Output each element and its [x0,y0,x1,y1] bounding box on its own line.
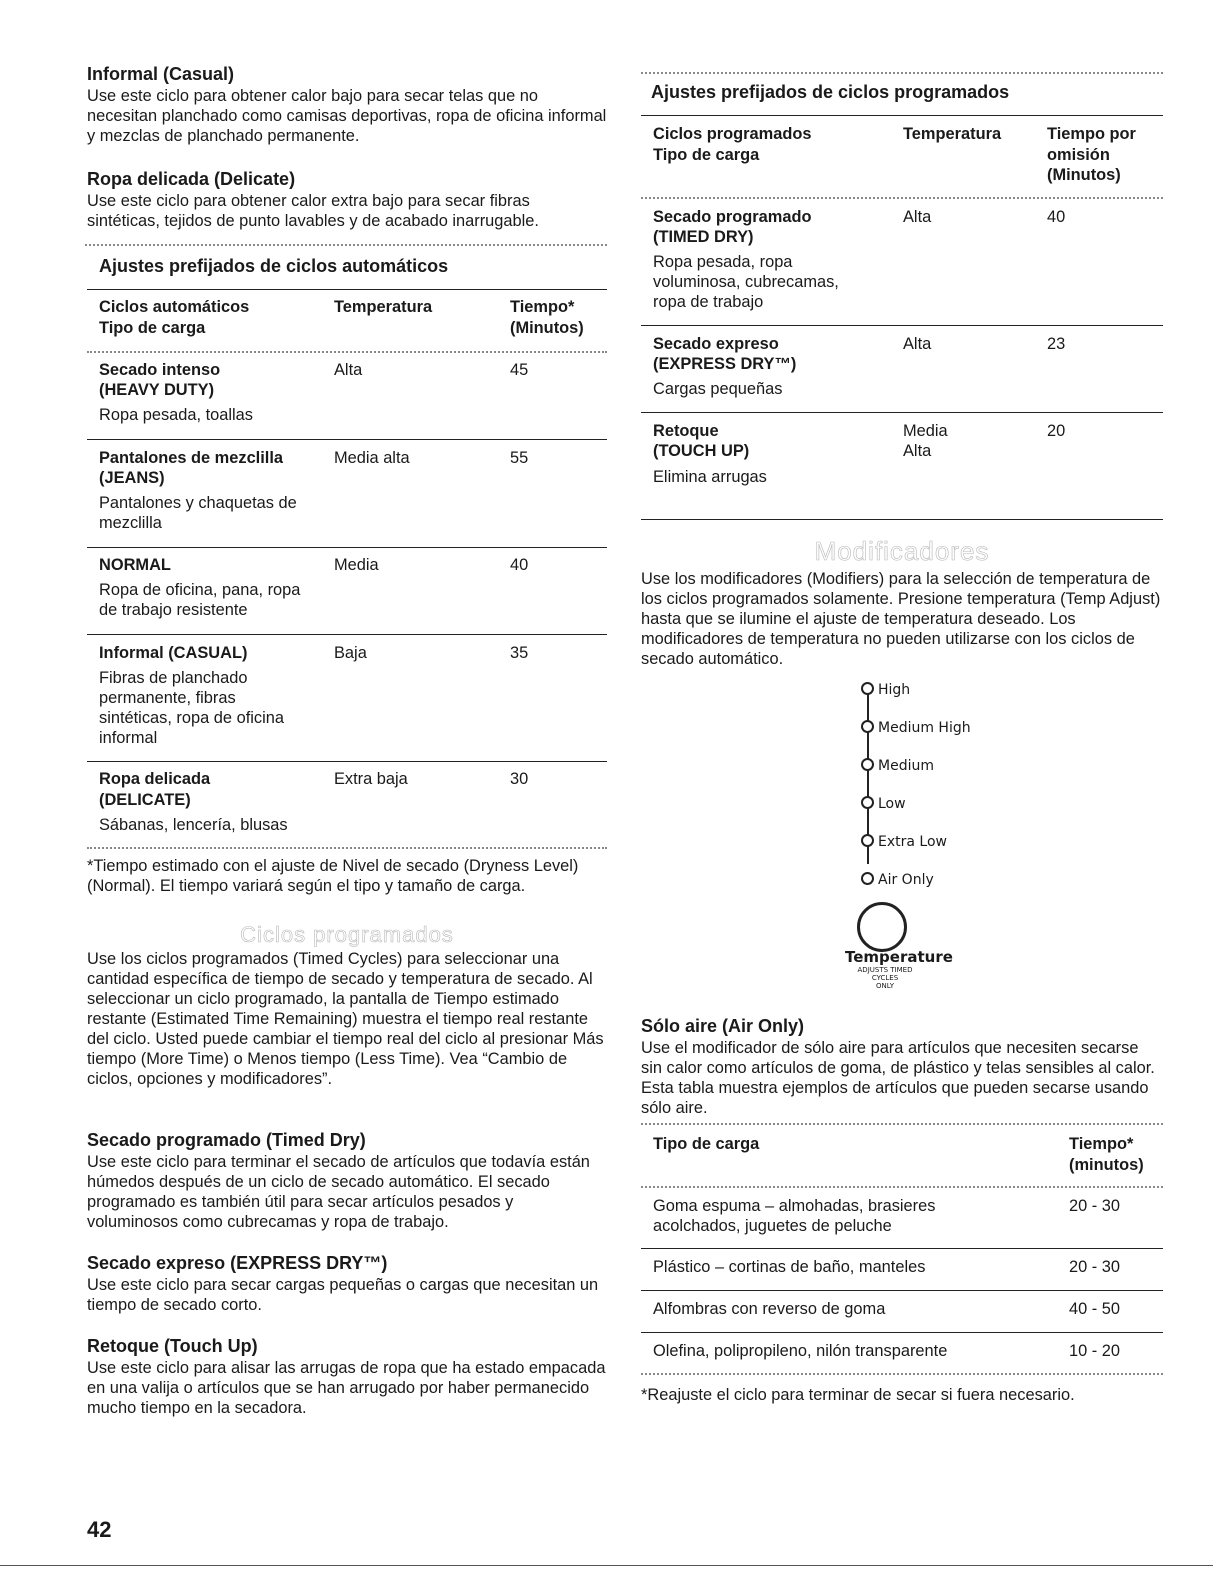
cycle-code: (JEANS) [99,469,165,487]
header-temp: Temperatura [334,298,433,316]
table-top-rule [641,72,1163,74]
level-extra-low: Extra Low [861,834,947,850]
time: 23 [1047,335,1066,353]
rule [641,325,1163,326]
temperature: Media [903,422,948,440]
delicate-body: Use este ciclo para obtener calor extra bajo para secar fibras sintéticas, tejidos de punto lavables y de acabado inarrugable. [87,192,539,230]
temperature: Media [334,556,379,574]
load-type: Ropa de oficina, pana, ropa de trabajo resistente [99,581,301,619]
rule [87,439,607,440]
timed-dry-heading: Secado programado (Timed Dry) [87,1130,366,1150]
table-top-rule [85,244,607,246]
load-type: Alfombras con reverso de goma [653,1300,886,1318]
load-type: Cargas pequeñas [653,380,783,398]
rule [87,351,607,353]
time: 20 - 30 [1069,1258,1121,1276]
air-only-heading: Sólo aire (Air Only) [641,1016,805,1036]
cycle-code: (TIMED DRY) [653,228,754,246]
indicator-icon [861,872,874,885]
modifiers-body: Use los modificadores (Modifiers) para la selección de temperatura de los ciclos programados solamente. Presione temperatura (Temp Adjust) hasta que se ilumine el ajuste de temperatura deseado. Los modificadores de temperatura no pueden utilizarse con los ciclos de secado automático. [641,570,1161,668]
dial-sublabel: ADJUSTS TIMED CYCLES ONLY [857,966,913,990]
indicator-icon [861,758,874,771]
time: 20 [1047,422,1066,440]
indicator-icon [861,796,874,809]
timed-dry-body: Use este ciclo para terminar el secado de artículos que todavía están húmedos después de un ciclo de secado automático. El secado programado es también útil para secar artículos pesados y voluminosos como cubrecamas y ropa de trabajo. [87,1153,590,1231]
load-type: Plástico – cortinas de baño, manteles [653,1258,926,1276]
header-time-2: omisión [1047,146,1110,164]
temperature: Alta [903,208,932,226]
cycle-name: Secado programado [653,208,812,226]
cycle-name: NORMAL [99,556,171,574]
header-time-unit: (Minutos) [510,319,584,337]
header-time-unit: (minutos) [1069,1156,1144,1174]
touchup-body: Use este ciclo para alisar las arrugas de ropa que ha estado empacada en una valija o artículos que se han arrugado por haber permanecido mucho tiempo en la secadora. [87,1359,606,1417]
header-cycle: Ciclos programados [653,125,812,143]
time: 10 - 20 [1069,1342,1121,1360]
cycle-code: (EXPRESS DRY™) [653,355,797,373]
bottom-rule [0,1565,1213,1566]
timed-table-title: Ajustes prefijados de ciclos programados [651,82,1010,102]
time: 55 [510,449,529,467]
cycle-name: Informal (CASUAL) [99,644,248,662]
header-temp: Temperatura [903,125,1002,143]
load-type: Olefina, polipropileno, nilón transparente [653,1342,948,1360]
cycle-name: Retoque [653,422,719,440]
load-type: Pantalones y chaquetas de mezclilla [99,494,297,532]
rule [87,547,607,548]
delicate-heading: Ropa delicada (Delicate) [87,169,296,189]
header-time: Tiempo* [510,298,575,316]
temperature: Alta [334,361,363,379]
timed-cycles-body: Use los ciclos programados (Timed Cycles) para seleccionar una cantidad específica de tiempo de secado y temperatura de secado. Al seleccionar un ciclo programado, la pantalla de Tiempo estimado restante (Estimated Time Remaining) muestra el tiempo real restante del ciclo. Usted puede cambiar el tiempo real del ciclo al presionar Más tiempo (More Time) o Menos tiempo (Less Time). Vea “Cambio de ciclos, opciones y modificadores”. [87,950,604,1088]
header-time: Tiempo* [1069,1135,1134,1153]
rule [641,1290,1163,1291]
indicator-icon [861,720,874,733]
level-high: High [861,682,910,698]
rule [87,761,607,762]
rule [87,289,607,290]
header-load: Tipo de carga [99,319,206,337]
indicator-icon [861,834,874,847]
time: 40 - 50 [1069,1300,1121,1318]
casual-body: Use este ciclo para obtener calor bajo para secar telas que no necesitan planchado como camisas deportivas, ropa de oficina informal y mezclas de planchado permanente. [87,87,607,145]
rule [641,1373,1163,1375]
cycle-code: (DELICATE) [99,791,191,809]
rule [641,1332,1163,1333]
modifiers-heading: Modificadores [814,536,990,566]
level-medium: Medium [861,758,934,774]
header-load: Tipo de carga [653,1135,760,1153]
page-number: 42 [87,1517,112,1542]
cycle-name: Ropa delicada [99,770,211,788]
rule [641,197,1163,199]
temperature-dial [845,680,991,990]
rule [641,1123,1163,1125]
cycle-code: (HEAVY DUTY) [99,381,215,399]
load-type: Elimina arrugas [653,468,767,486]
air-table-footnote: *Reajuste el ciclo para terminar de secar si fuera necesario. [641,1386,1075,1404]
time: 40 [510,556,529,574]
load-type: Fibras de planchado permanente, fibras sintéticas, ropa de oficina informal [99,669,284,747]
header-load: Tipo de carga [653,146,760,164]
indicator-icon [861,682,874,695]
time: 40 [1047,208,1066,226]
temperature: Baja [334,644,367,662]
level-air-only: Air Only [861,872,934,888]
header-time-1: Tiempo por [1047,125,1136,143]
auto-table-footnote: *Tiempo estimado con el ajuste de Nivel de secado (Dryness Level) (Normal). El tiempo variará según el tipo y tamaño de carga. [87,857,579,895]
rule [87,634,607,635]
load-type: Goma espuma – almohadas, brasieres acolchados, juguetes de peluche [653,1197,936,1235]
rule [641,1248,1163,1249]
level-low: Low [861,796,906,812]
temperature: Extra baja [334,770,408,788]
load-type: Sábanas, lencería, blusas [99,816,288,834]
auto-table-title: Ajustes prefijados de ciclos automáticos [99,256,449,276]
temperature: Media alta [334,449,410,467]
cycle-name: Secado expreso [653,335,779,353]
rule [641,1186,1163,1188]
express-body: Use este ciclo para secar cargas pequeñas o cargas que necesitan un tiempo de secado corto. [87,1276,599,1314]
rule [87,847,607,849]
time: 45 [510,361,529,379]
temperature-2: Alta [903,442,932,460]
level-medium-high: Medium High [861,720,971,736]
time: 30 [510,770,529,788]
temperature: Alta [903,335,932,353]
time: 35 [510,644,529,662]
temperature-knob-icon [857,902,907,952]
express-heading: Secado expreso (EXPRESS DRY™) [87,1253,388,1273]
touchup-heading: Retoque (Touch Up) [87,1336,258,1356]
cycle-code: (TOUCH UP) [653,442,750,460]
air-only-body: Use el modificador de sólo aire para artículos que necesiten secarse sin calor como artículos de goma, de plástico y telas sensibles al calor. Esta tabla muestra ejemplos de artículos que pueden secarse usando sólo aire. [641,1039,1155,1117]
timed-cycles-heading: Ciclos programados [240,922,454,947]
rule [641,519,1163,520]
header-time-3: (Minutos) [1047,166,1121,184]
rule [641,115,1163,116]
load-type: Ropa pesada, toallas [99,406,253,424]
time: 20 - 30 [1069,1197,1121,1215]
load-type: Ropa pesada, ropa voluminosa, cubrecamas, ropa de trabajo [653,253,839,311]
rule [641,412,1163,413]
cycle-name: Pantalones de mezclilla [99,449,284,467]
casual-heading: Informal (Casual) [87,64,235,84]
header-cycle: Ciclos automáticos [99,298,250,316]
cycle-name: Secado intenso [99,361,221,379]
dial-label: Temperature [845,948,953,966]
